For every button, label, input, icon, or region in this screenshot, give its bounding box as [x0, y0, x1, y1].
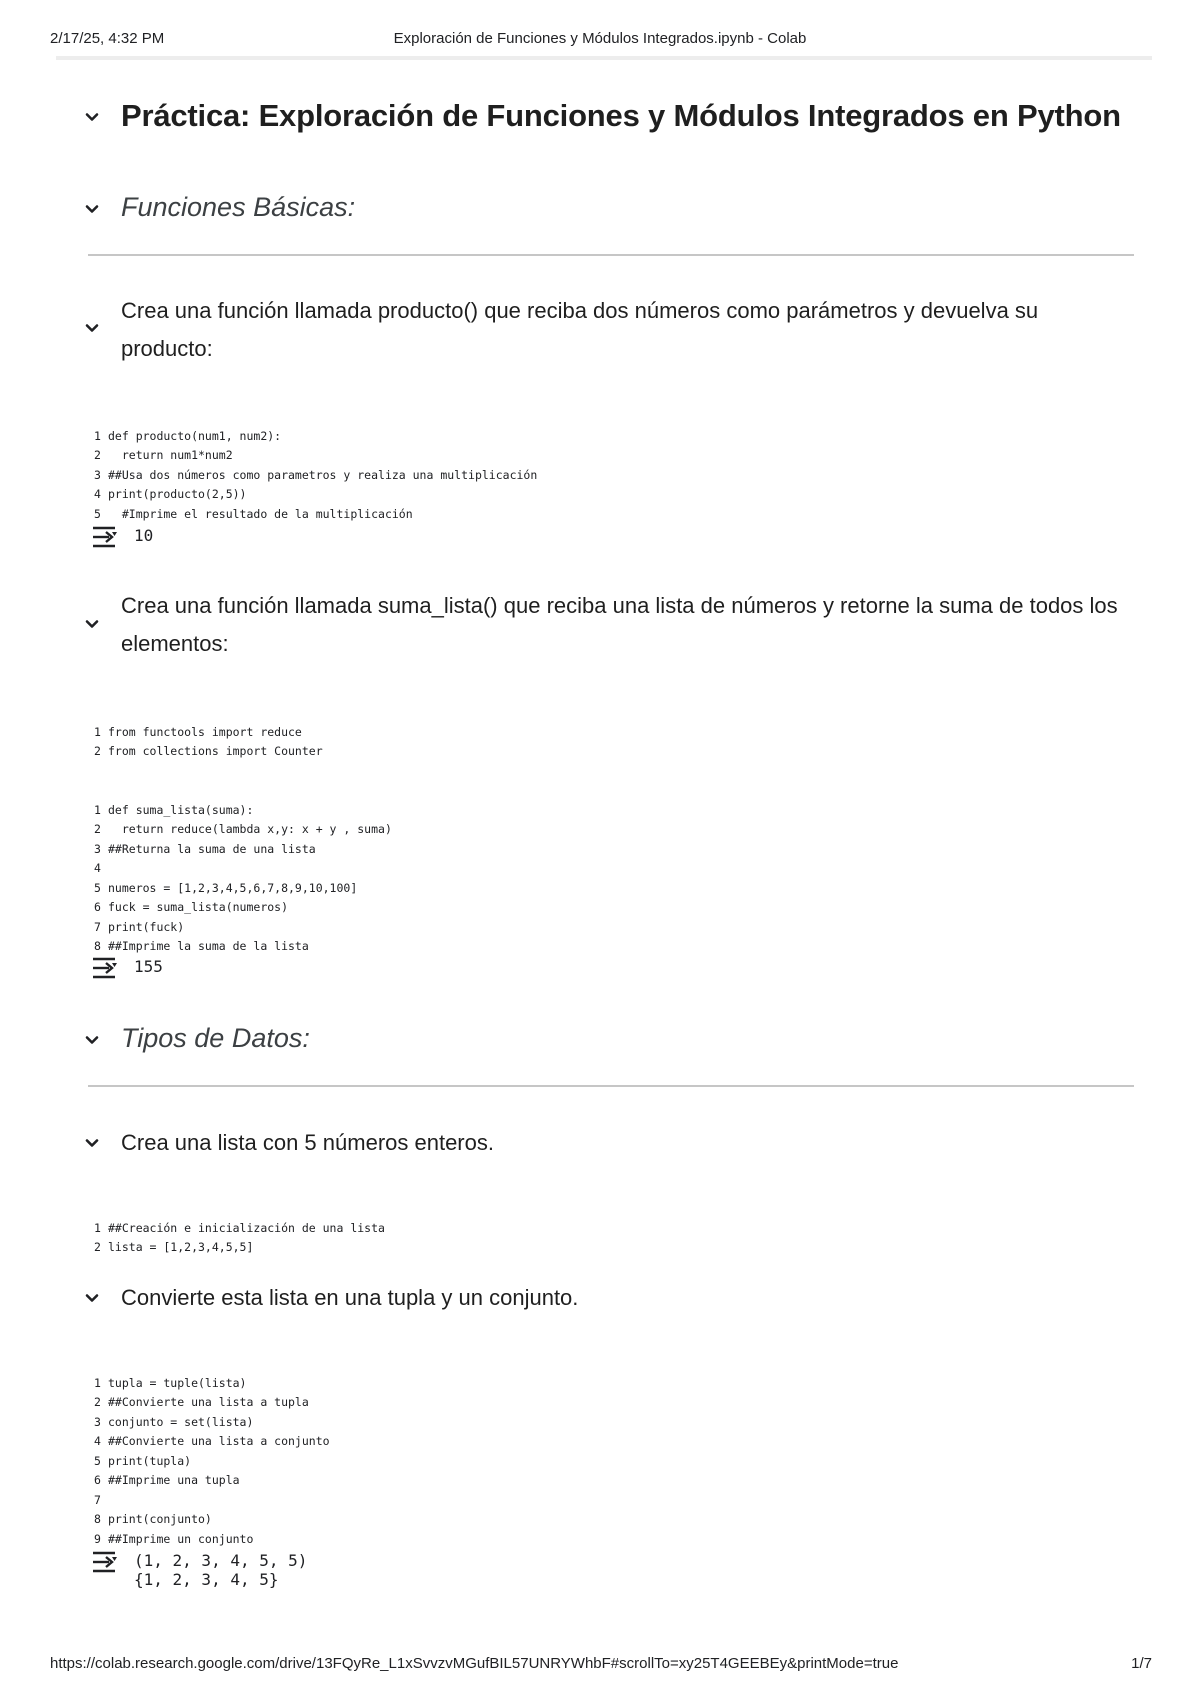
code-line: 2 ##Convierte una lista a tupla	[94, 1395, 309, 1409]
code-line: 3 ##Usa dos números como parametros y realiza una multiplicación	[94, 467, 538, 482]
chevron-down-icon[interactable]	[82, 1133, 102, 1153]
chevron-down-icon[interactable]	[82, 318, 102, 338]
code-line: 5 print(tupla)	[94, 1453, 192, 1468]
print-url: https://colab.research.google.com/drive/13FQyRe_L1xSvvzvMGufBIL57UNRYWhbF#scrollTo=xy25T4GEEBEy&printMode=true	[50, 1655, 899, 1672]
task-heading-producto: Crea una función llamada producto() que reciba dos números como parámetros y devuelva su producto:	[121, 298, 1039, 361]
code-line: 3 conjunto = set(lista)	[94, 1414, 254, 1429]
chevron-down-icon[interactable]	[82, 1288, 102, 1308]
print-footer	[0, 1655, 1200, 1675]
section-divider	[88, 1085, 1134, 1087]
code-line: 4 ##Convierte una lista a conjunto	[94, 1434, 330, 1448]
section-heading-data-types: Tipos de Datos:	[121, 1023, 310, 1053]
output-toggle-icon[interactable]	[90, 955, 118, 981]
chevron-down-icon[interactable]	[82, 199, 102, 219]
print-header	[0, 30, 1200, 50]
code-line: 4 print(producto(2,5))	[94, 487, 247, 501]
code-cell-convert[interactable]	[94, 1354, 330, 1569]
code-line: 6 ##Imprime una tupla	[94, 1473, 240, 1487]
section-heading-basic-functions: Funciones Básicas:	[121, 192, 356, 222]
code-line: 2 return num1*num2	[94, 448, 233, 462]
code-line: 1 from functools import reduce	[94, 724, 302, 739]
code-line: 8 print(conjunto)	[94, 1512, 212, 1526]
code-line: 1 def producto(num1, num2):	[94, 428, 282, 443]
code-line: 7	[94, 1492, 101, 1507]
code-cell-suma-lista[interactable]	[94, 781, 392, 976]
task-heading-convert: Convierte esta lista en una tupla y un conjunto.	[121, 1285, 579, 1310]
chevron-down-icon[interactable]	[82, 614, 102, 634]
chevron-down-icon[interactable]	[82, 107, 102, 127]
code-line: 4	[94, 861, 101, 875]
section-divider	[88, 254, 1134, 256]
code-line: 1 def suma_lista(suma):	[94, 802, 254, 817]
code-cell-imports[interactable]	[94, 703, 323, 781]
output-text: 155	[134, 957, 163, 976]
code-line: 8 ##Imprime la suma de la lista	[94, 939, 309, 953]
code-line: 9 ##Imprime un conjunto	[94, 1531, 254, 1546]
code-line: 2 lista = [1,2,3,4,5,5]	[94, 1240, 254, 1254]
output-text: (1, 2, 3, 4, 5, 5) {1, 2, 3, 4, 5}	[134, 1551, 308, 1589]
print-datetime: 2/17/25, 4:32 PM	[50, 30, 165, 47]
header-divider	[56, 56, 1152, 60]
task-heading-suma-lista: Crea una función llamada suma_lista() que reciba una lista de números y retorne la suma de todos los elementos:	[121, 593, 1118, 656]
code-line: 6 fuck = suma_lista(numeros)	[94, 900, 289, 914]
code-line: 2 return reduce(lambda x,y: x + y , suma)	[94, 822, 392, 836]
code-line: 5 numeros = [1,2,3,4,5,6,7,8,9,10,100]	[94, 880, 358, 895]
output-toggle-icon[interactable]	[90, 524, 118, 550]
code-cell-producto[interactable]	[94, 407, 537, 544]
code-cell-lista[interactable]	[94, 1199, 385, 1277]
output-text: 10	[134, 526, 154, 545]
chevron-down-icon[interactable]	[82, 1030, 102, 1050]
page-number: 1/7	[1131, 1655, 1152, 1672]
code-line: 7 print(fuck)	[94, 919, 185, 934]
code-line: 5 #Imprime el resultado de la multiplicación	[94, 506, 413, 521]
task-heading-lista: Crea una lista con 5 números enteros.	[121, 1130, 494, 1155]
code-line: 3 ##Returna la suma de una lista	[94, 841, 316, 856]
code-line: 1 tupla = tuple(lista)	[94, 1375, 247, 1390]
output-toggle-icon[interactable]	[90, 1549, 118, 1575]
print-document-title: Exploración de Funciones y Módulos Integrados.ipynb - Colab	[393, 30, 807, 47]
notebook-title: Práctica: Exploración de Funciones y Módulos Integrados en Python	[121, 98, 1121, 133]
code-line: 2 from collections import Counter	[94, 744, 323, 758]
code-line: 1 ##Creación e inicialización de una lista	[94, 1220, 385, 1235]
